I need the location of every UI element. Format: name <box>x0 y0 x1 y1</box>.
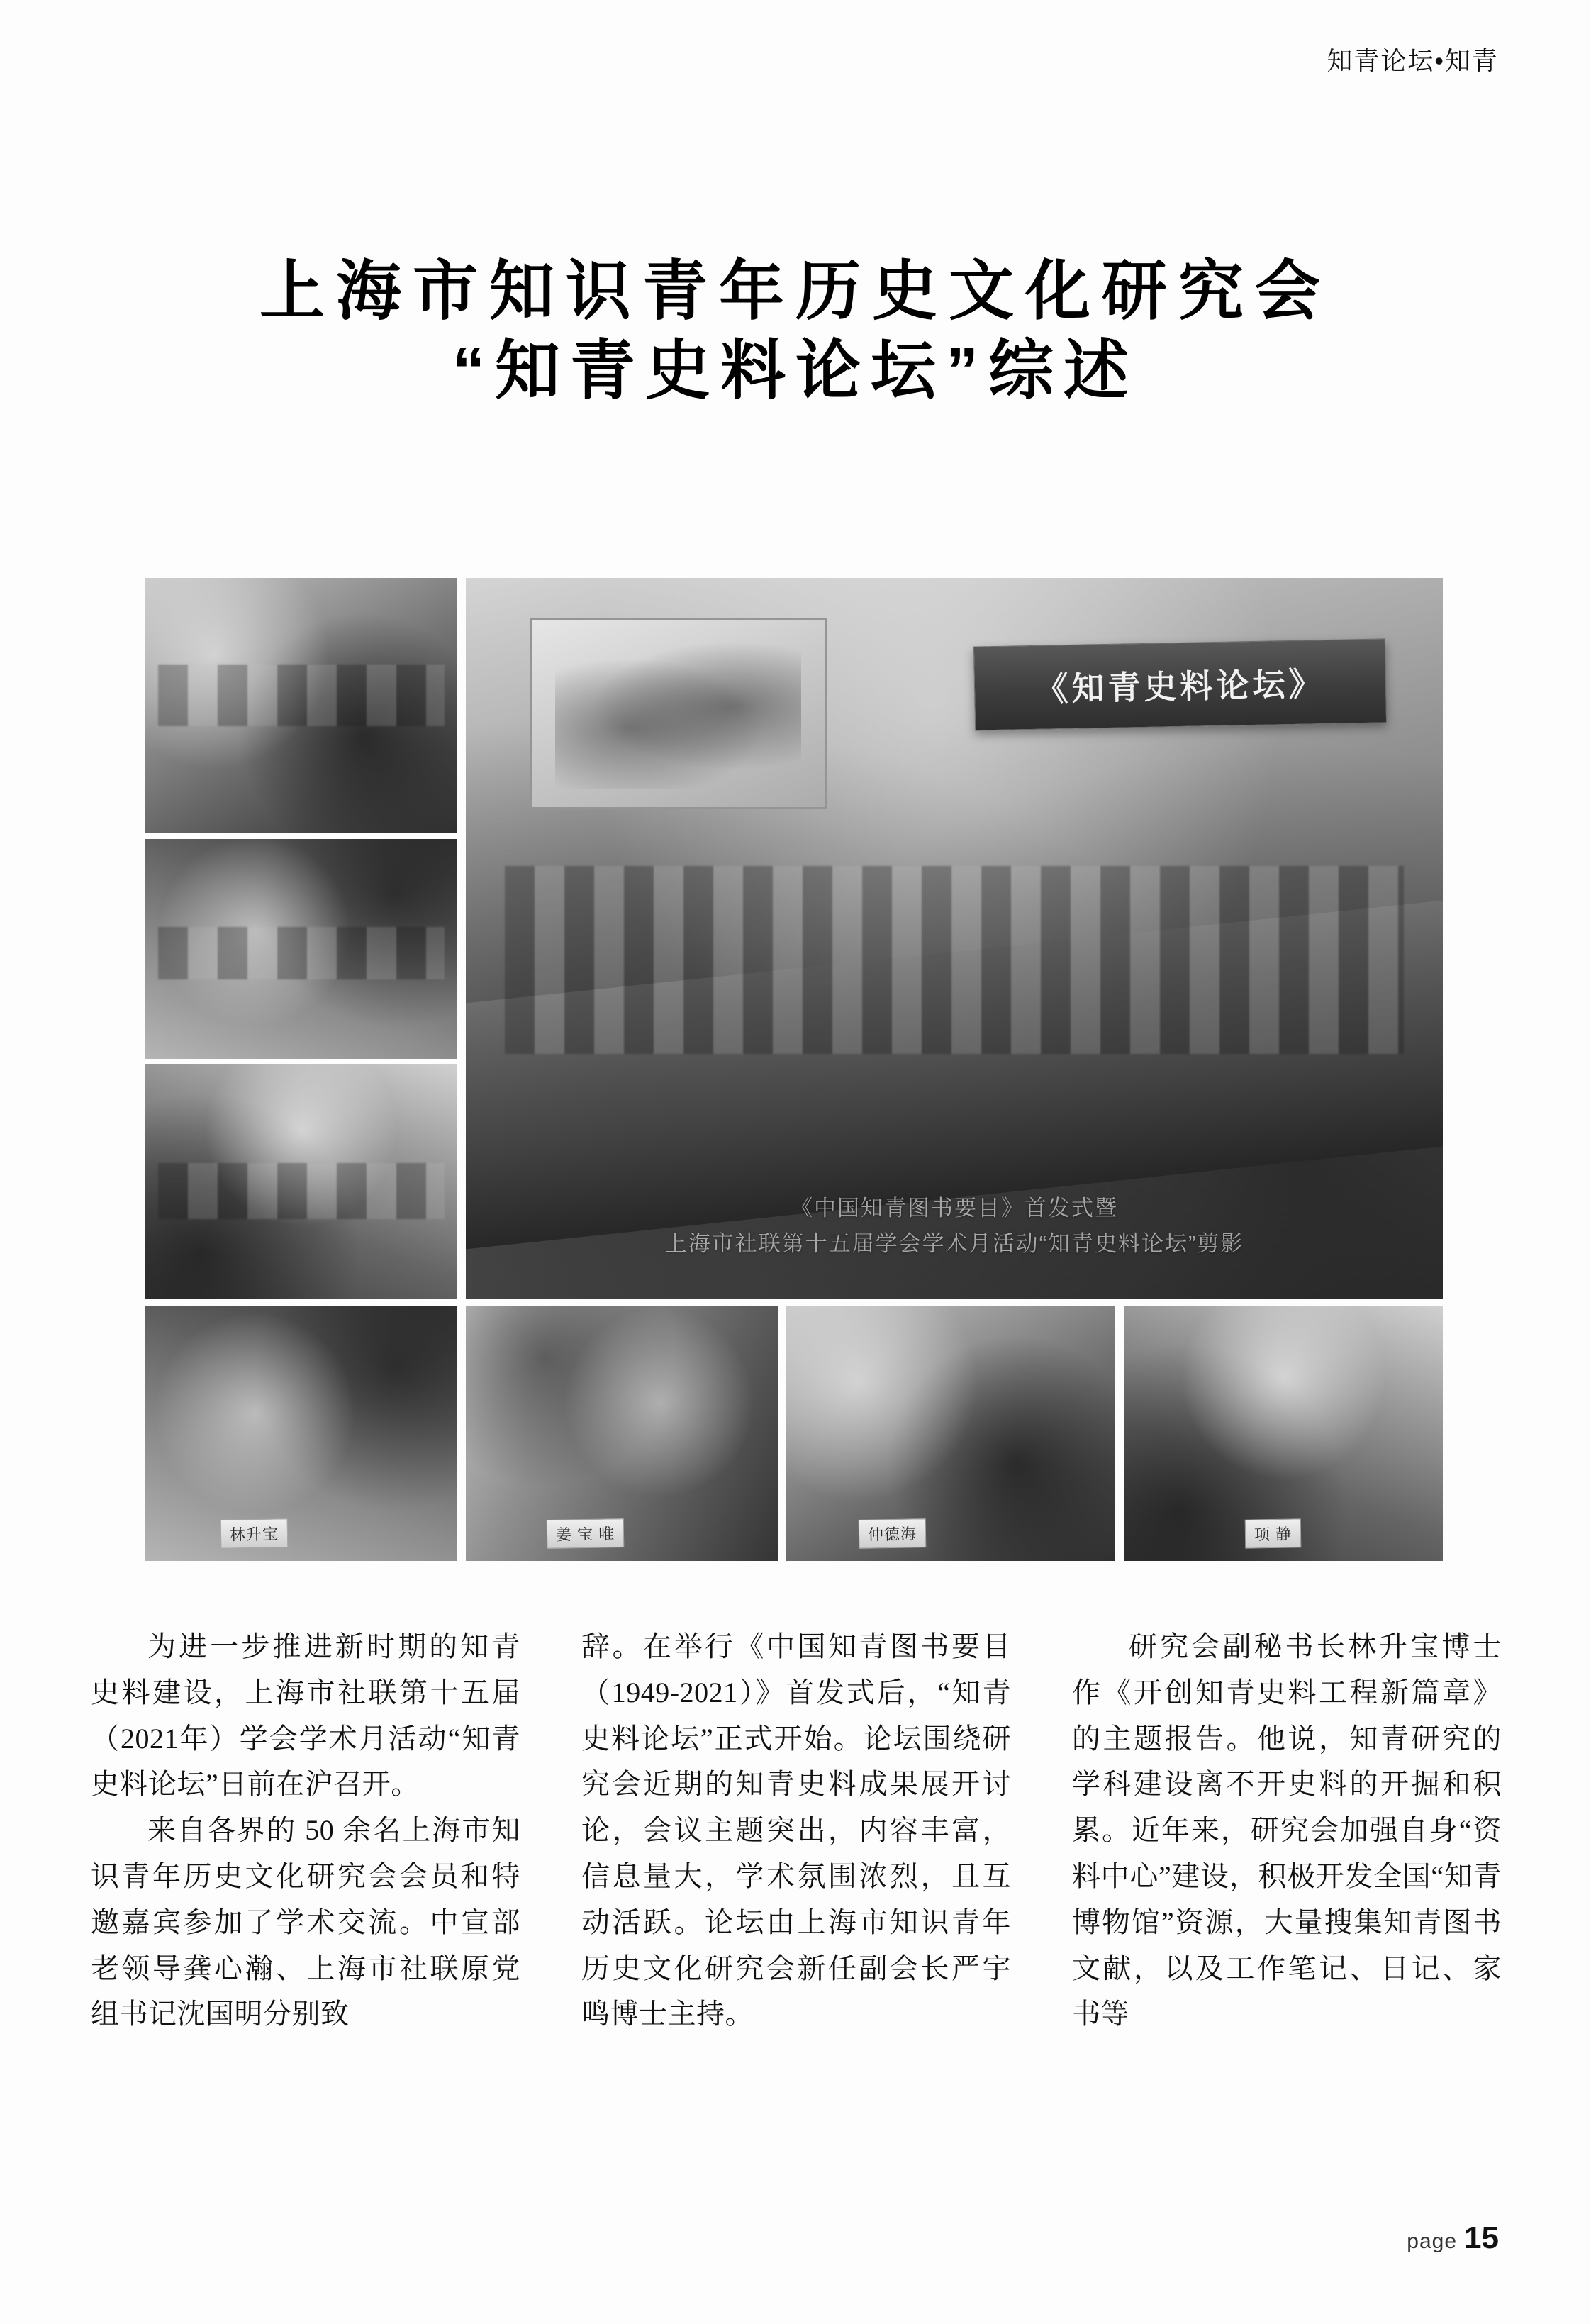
folio-number: 15 <box>1464 2220 1499 2255</box>
running-head: 知青论坛•知青 <box>1327 46 1499 75</box>
photo-collage <box>145 578 1443 1564</box>
page-folio <box>1407 2220 1499 2256</box>
photo-bottom-2-speaker-red <box>466 1306 778 1561</box>
forum-banner-text: 《知青史料论坛》 <box>1034 665 1325 708</box>
paragraph: 来自各界的 50 余名上海市知识青年历史文化研究会会员和特邀嘉宾参加了学术交流。中宣部老领导龚心瀚、上海市社联原党组书记沈国明分别致 <box>91 1814 520 2030</box>
body-column-1 <box>91 1624 520 2037</box>
paragraph: 为进一步推进新时期的知青史料建设，上海市社联第十五届（2021年）学会学术月活动“知青史料论坛”日前在沪召开。 <box>91 1630 520 1801</box>
photo-top-left-audience <box>145 578 457 833</box>
photo-bottom-3-two-women <box>786 1306 1115 1561</box>
photo-mid-left-speaker <box>145 839 457 1059</box>
nameplate-4: 项 静 <box>1245 1518 1302 1548</box>
forum-banner <box>973 639 1386 731</box>
title-line-2: “知青史料论坛”综述 <box>452 335 1139 408</box>
photo-caption-line-1: 《中国知青图书要目》首发式暨 <box>791 1196 1118 1221</box>
wall-painting <box>530 618 827 809</box>
photo-bottom-1-two-men <box>145 1306 457 1561</box>
paragraph: 辞。在举行《中国知青图书要目（1949-2021）》首发式后，“知青史料论坛”正式开始。论坛围绕研究会近期的知青史料成果展开讨论，会议主题突出，内容丰富，信息量大，学术氛围浓烈，且互动活跃。论坛由上海市知识青年历史文化研究会新任副会长严宇鸣博士主持。 <box>581 1630 1011 2030</box>
body-column-3 <box>1072 1624 1502 2037</box>
page-title <box>0 252 1591 411</box>
folio-word: page <box>1407 2230 1458 2253</box>
body-column-2 <box>581 1624 1011 2037</box>
article-body <box>91 1624 1502 2037</box>
title-line-1: 上海市知识青年历史文化研究会 <box>259 255 1332 328</box>
nameplate-1: 林升宝 <box>220 1518 288 1549</box>
nameplate-3: 仲德海 <box>859 1518 927 1549</box>
photo-lower-left-attendees <box>145 1064 457 1299</box>
nameplate-2: 姜 宝 唯 <box>547 1518 625 1549</box>
paragraph: 研究会副秘书长林升宝博士作《开创知青史料工程新篇章》的主题报告。他说，知青研究的学科建设离不开史料的开掘和积累。近年来，研究会加强自身“资料中心”建设，积极开发全国“知青博物馆”资源，大量搜集知青图书文献，以及工作笔记、日记、家书等 <box>1072 1630 1502 2030</box>
photo-main-conference-room <box>466 578 1443 1299</box>
photo-caption-line-2: 上海市社联第十五届学会学术月活动“知青史料论坛”剪影 <box>664 1231 1244 1256</box>
photo-bottom-4-woman-microphone <box>1124 1306 1443 1561</box>
